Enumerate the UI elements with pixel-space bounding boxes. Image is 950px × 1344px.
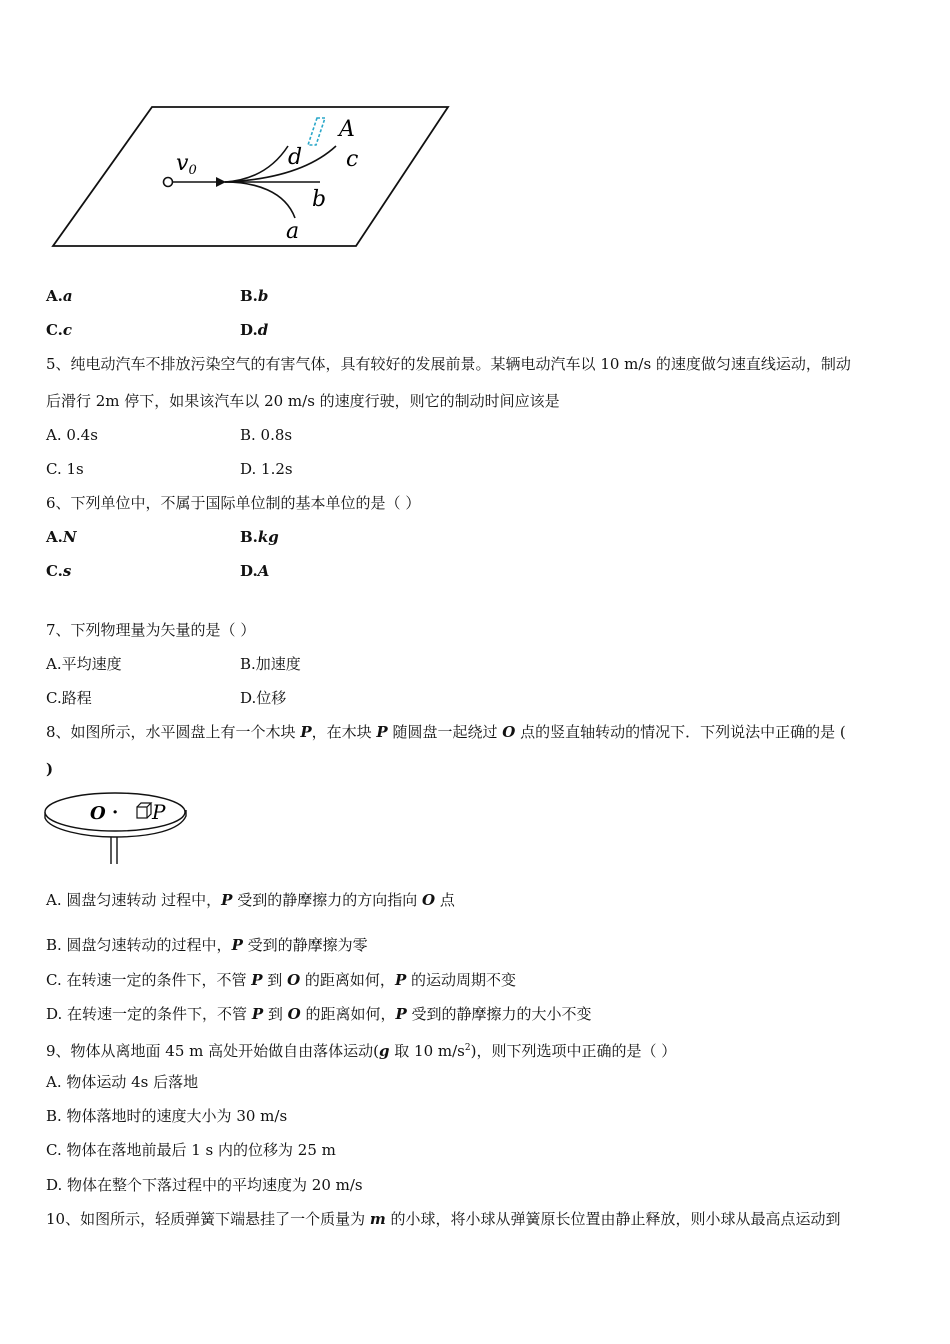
q5-stem-line2: 后滑行 2m 停下，如果该汽车以 20 m/s 的速度行驶，则它的制动时间应该是 (46, 392, 560, 410)
q5-option-c: C. 1s (46, 460, 84, 478)
trajectory-figure (40, 96, 460, 256)
q9-stem: 9、物体从离地面 45 m 高处开始做自由落体运动(g 取 10 $m/s^2$)，则下列选项中正确的是（ ） (46, 1042, 677, 1060)
label-v0: v0 (176, 151, 197, 178)
label-d: d (288, 145, 303, 170)
q9-option-c: C. 物体在落地前最后 1 s 内的位移为 25 m (46, 1141, 336, 1159)
q9-option-b: B. 物体落地时的速度大小为 30 m/s (46, 1107, 288, 1125)
path-d (225, 146, 288, 182)
fig-center-dot: · (112, 802, 119, 823)
q5-option-a: A. 0.4s (46, 426, 98, 444)
path-a (225, 182, 295, 218)
q9-option-a: A. 物体运动 4s 后落地 (46, 1073, 199, 1091)
label-c: c (346, 147, 359, 172)
q7-option-d: D.位移 (240, 689, 287, 707)
q4-option-c: C.c (46, 321, 73, 339)
q5-stem-line1: 5、纯电动汽车不排放污染空气的有害气体，具有较好的发展前景。某辆电动汽车以 10 m/s 的速度做匀速直线运动，制动 (46, 355, 851, 373)
q8-stem-line2: ) (46, 760, 54, 778)
fig-label-P: P (152, 800, 166, 824)
q6-stem: 6、下列单位中，不属于国际单位制的基本单位的是（ ） (46, 494, 421, 512)
region-A (308, 118, 325, 145)
q6-option-d: D.A (240, 562, 270, 580)
q5-option-d: D. 1.2s (240, 460, 293, 478)
q8-stem-line1: 8、如图所示，水平圆盘上有一个木块 P，在木块 P 随圆盘一起绕过 O 点的竖直轴转动的情况下．下列说法中正确的是 ( (46, 723, 846, 741)
start-point (164, 178, 173, 187)
q6-option-a: A.N (46, 528, 77, 546)
q10-stem: 10、如图所示，轻质弹簧下端悬挂了一个质量为 m 的小球，将小球从弹簧原长位置由静止释放，则小球从最高点运动到 (46, 1210, 841, 1228)
path-c (225, 146, 336, 182)
q7-stem: 7、下列物理量为矢量的是（ ） (46, 621, 256, 639)
q5-option-b: B. 0.8s (240, 426, 293, 444)
arrow-head (216, 177, 226, 187)
q4-option-b: B.b (240, 287, 269, 305)
q8-option-a: A. 圆盘匀速转动 过程中，P 受到的静摩擦力的方向指向 O 点 (46, 891, 455, 909)
q4-option-d: D.d (240, 321, 269, 339)
q6-option-b: B.kg (240, 528, 279, 546)
turntable-figure (40, 788, 200, 868)
q7-option-a: A.平均速度 (46, 655, 122, 673)
q8-option-b: B. 圆盘匀速转动的过程中，P 受到的静摩擦为零 (46, 936, 368, 954)
label-a: a (286, 219, 300, 244)
q6-option-c: C.s (46, 562, 72, 580)
label-A: A (339, 117, 355, 142)
q8-option-c: C. 在转速一定的条件下，不管 P 到 O 的距离如何，P 的运动周期不变 (46, 971, 516, 989)
fig-label-O: O (90, 803, 106, 824)
q8-option-d: D. 在转速一定的条件下，不管 P 到 O 的距离如何，P 受到的静摩擦力的大小不变 (46, 1005, 592, 1023)
q7-option-c: C.路程 (46, 689, 92, 707)
q4-option-a: A.a (46, 287, 73, 305)
q9-option-d: D. 物体在整个下落过程中的平均速度为 20 m/s (46, 1176, 363, 1194)
label-b: b (312, 187, 327, 212)
q7-option-b: B.加速度 (240, 655, 301, 673)
